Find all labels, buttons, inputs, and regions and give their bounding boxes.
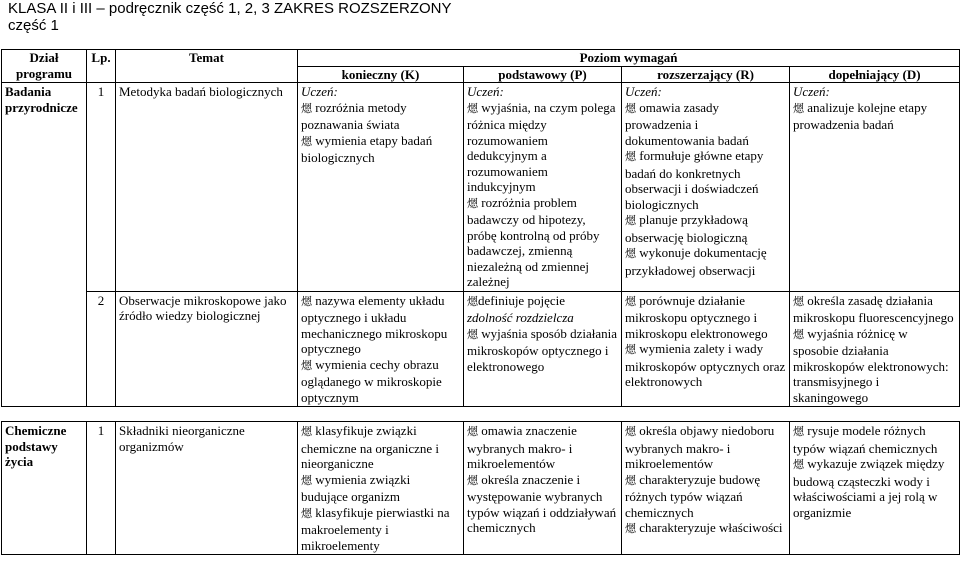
bullet-icon: 煾 <box>793 295 804 308</box>
requirement-item <box>625 148 786 212</box>
bullet-icon: 煾 <box>625 426 636 438</box>
requirement-item <box>301 133 460 166</box>
level-r-cell <box>622 422 790 555</box>
requirement-text: wymienia związki budujące organizm <box>301 471 411 504</box>
requirement-item <box>793 423 956 456</box>
requirement-text: wyjaśnia, na czym polega różnica między rozumowaniem dedukcyjnym a rozumowaniem indukcyjnym <box>467 99 616 194</box>
bullet-icon: 煾 <box>301 359 312 372</box>
requirement-text: określa zasadę działania mikroskopu fluorescencyjnego <box>793 292 954 325</box>
bullet-icon: 煾 <box>625 344 636 356</box>
level-r-cell <box>622 83 790 292</box>
requirement-text: charakteryzuje budowę różnych typów wiązań chemicznych <box>625 471 761 520</box>
requirement-text: omawia znaczenie wybranych makro- i mikroelementów <box>467 423 577 471</box>
requirement-text: definiuje pojęcie <box>478 292 565 308</box>
header-temat: Temat <box>116 50 298 83</box>
temat-cell: Składniki nieorganiczne organizmów <box>116 422 298 555</box>
bullet-icon: 煾 <box>625 523 636 535</box>
bullet-icon: 煾 <box>301 426 312 438</box>
uczen-label: Uczeń: <box>793 84 830 99</box>
requirement-item <box>467 326 618 375</box>
level-d-cell <box>790 291 960 407</box>
bullet-icon: 煾 <box>467 328 478 341</box>
header-level-k: konieczny (K) <box>298 66 464 83</box>
temat-cell: Obserwacje mikroskopowe jako źródło wiedzy biologicznej <box>116 291 298 407</box>
requirement-item <box>625 293 786 342</box>
requirement-item <box>625 341 786 390</box>
level-r-cell <box>622 291 790 407</box>
title-line-1: KLASA II i III – podręcznik część 1, 2, 3 ZAKRES ROZSZERZONY <box>8 0 452 17</box>
requirement-item <box>467 100 618 195</box>
requirement-text: nazywa elementy układu optycznego i układu mechanicznego mikroskopu optycznego <box>301 292 448 356</box>
bullet-icon: 煾 <box>625 102 636 115</box>
bullet-icon: 煾 <box>625 215 636 227</box>
requirement-item <box>793 293 956 326</box>
level-k-cell <box>298 83 464 292</box>
requirement-text: wykazuje związek między budową cząsteczki wody i właściwościami a jej rolą w organizmie <box>793 456 945 520</box>
requirement-item <box>301 423 460 472</box>
bullet-icon: 煾 <box>625 248 636 260</box>
header-poziom: Poziom wymagań <box>298 50 960 67</box>
requirement-item <box>301 357 460 406</box>
requirement-text: rysuje modele różnych typów wiązań chemicznych <box>793 423 938 456</box>
dzial-cell: Badania przyrodnicze <box>2 83 87 407</box>
bullet-icon: 煾 <box>301 102 312 115</box>
level-k-cell <box>298 422 464 555</box>
header-level-r: rozszerzający (R) <box>622 66 790 83</box>
header-dzial: Dział programu <box>2 50 87 83</box>
requirement-text: wymienia cechy obrazu oglądanego w mikroskopie optycznym <box>301 356 442 405</box>
requirement-text: planuje przykładową obserwację biologiczną <box>625 212 748 245</box>
requirement-item <box>793 326 956 406</box>
bullet-icon: 煾 <box>467 295 478 308</box>
bullet-icon: 煾 <box>793 459 804 471</box>
requirement-item <box>625 212 786 245</box>
section-gap <box>2 407 960 422</box>
document-title <box>8 0 451 34</box>
level-d-cell <box>790 422 960 555</box>
bullet-icon: 煾 <box>301 474 312 487</box>
requirement-item <box>625 472 786 521</box>
requirement-item <box>301 505 460 554</box>
lp-cell: 1 <box>87 422 116 555</box>
uczen-label: Uczeń: <box>625 84 662 99</box>
requirement-item <box>625 245 786 278</box>
requirement-text: formułuje główne etapy badań do konkretnych obserwacji i doświadczeń biologicznych <box>625 148 764 212</box>
level-p-cell <box>464 422 622 555</box>
uczen-label: Uczeń: <box>467 84 504 99</box>
header-row-1 <box>2 50 960 67</box>
requirement-text: analizuje kolejne etapy prowadzenia badań <box>793 99 928 132</box>
requirement-text: określa znaczenie i występowanie wybranych typów wiązań i oddziaływań chemicznych <box>467 471 617 535</box>
lp-cell: 1 <box>87 83 116 292</box>
level-p-cell <box>464 291 622 407</box>
lp-cell: 2 <box>87 291 116 407</box>
dzial-cell: Chemiczne podstawy życia <box>2 422 87 555</box>
level-d-cell <box>790 83 960 292</box>
requirement-term: zdolność rozdzielcza <box>467 310 574 325</box>
bullet-icon: 煾 <box>301 295 312 308</box>
bullet-icon: 煾 <box>467 426 478 438</box>
temat-cell: Metodyka badań biologicznych <box>116 83 298 292</box>
requirements-table <box>1 49 960 555</box>
bullet-icon: 煾 <box>625 474 636 487</box>
requirement-item <box>301 472 460 505</box>
requirement-text: rozróżnia metody poznawania świata <box>301 99 407 132</box>
requirement-text: wyjaśnia sposób działania mikroskopów optycznego i elektronowego <box>467 325 617 374</box>
requirement-item <box>301 100 460 133</box>
requirement-text: określa objawy niedoboru wybranych makro- i mikroelementów <box>625 423 775 471</box>
requirement-item <box>793 100 956 133</box>
bullet-icon: 煾 <box>301 135 312 148</box>
gap-cell <box>2 407 960 422</box>
requirement-text: wymienia zalety i wady mikroskopów optycznych oraz elektronowych <box>625 341 786 389</box>
requirement-item <box>467 195 618 290</box>
header-lp: Lp. <box>87 50 116 83</box>
title-line-2: część 1 <box>8 17 59 34</box>
bullet-icon: 煾 <box>301 507 312 520</box>
bullet-icon: 煾 <box>625 151 636 163</box>
requirement-text: klasyfikuje związki chemiczne na organiczne i nieorganiczne <box>301 423 439 471</box>
bullet-icon: 煾 <box>793 328 804 341</box>
requirement-item <box>467 423 618 472</box>
bullet-icon: 煾 <box>467 474 478 487</box>
bullet-icon: 煾 <box>467 102 478 115</box>
requirement-item <box>467 472 618 536</box>
table-row <box>2 291 960 407</box>
header-level-p: podstawowy (P) <box>464 66 622 83</box>
requirement-text: wymienia etapy badań biologicznych <box>301 132 433 165</box>
table-row <box>2 83 960 292</box>
level-p-cell <box>464 83 622 292</box>
requirement-text: wykonuje dokumentację przykładowej obserwacji <box>625 245 767 278</box>
requirement-item <box>467 293 618 326</box>
bullet-icon: 煾 <box>793 102 804 115</box>
requirement-item <box>625 520 786 538</box>
requirement-text: klasyfikuje pierwiastki na makroelementy i mikroelementy <box>301 504 450 553</box>
bullet-icon: 煾 <box>625 295 636 308</box>
requirement-item <box>793 456 956 520</box>
bullet-icon: 煾 <box>793 426 804 438</box>
level-k-cell <box>298 291 464 407</box>
requirement-item <box>625 423 786 472</box>
requirement-item <box>301 293 460 357</box>
requirement-text: porównuje działanie mikroskopu optycznego i mikroskopu elektronowego <box>625 292 768 341</box>
bullet-icon: 煾 <box>467 197 478 210</box>
requirement-text: rozróżnia problem badawczy od hipotezy, próbę kontrolną od próby badawczej, zmienną niezależną od zmiennej zależnej <box>467 194 600 289</box>
requirement-text: omawia zasady prowadzenia i dokumentowania badań <box>625 99 749 148</box>
requirement-text: wyjaśnia różnicę w sposobie działania mikroskopów elektronowych: transmisyjnego i skaningowego <box>793 325 949 405</box>
table-row <box>2 422 960 555</box>
requirement-text: charakteryzuje właściwości <box>639 520 783 535</box>
requirement-item <box>625 100 786 149</box>
uczen-label: Uczeń: <box>301 84 338 99</box>
header-level-d: dopełniający (D) <box>790 66 960 83</box>
